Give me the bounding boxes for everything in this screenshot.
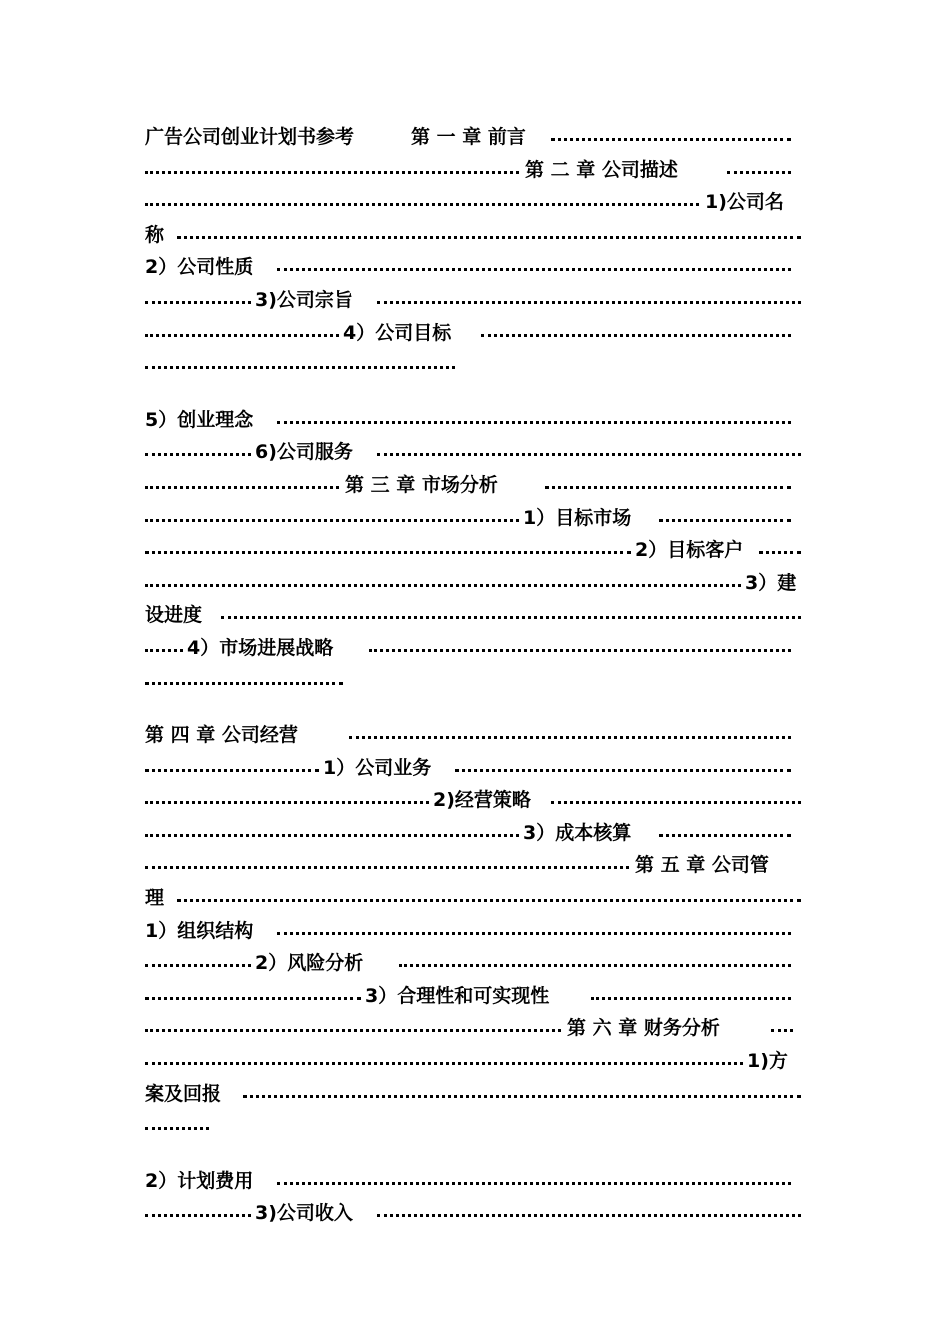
dot-leader [277, 932, 791, 935]
toc-entry-target-market: 1）目标市场 [523, 506, 632, 529]
toc-entry-construction-progress: 3）建 [745, 571, 797, 594]
dot-leader [145, 453, 251, 456]
dot-leader [145, 584, 741, 587]
toc-entry-chapter-5-cont: 理 [145, 887, 165, 910]
toc-entry-chapter-6: 第 六 章 财务分析 [567, 1017, 720, 1040]
dot-leader [545, 486, 791, 489]
toc-line [145, 1197, 803, 1230]
document-title: 广告公司创业计划书参考 [145, 126, 355, 148]
toc-entry-market-strategy: 4）市场进展战略 [187, 636, 334, 659]
dot-leader [145, 801, 429, 804]
toc-line [145, 154, 803, 187]
toc-line [145, 882, 803, 915]
toc-line [145, 567, 803, 600]
dot-leader [399, 964, 791, 967]
table-of-contents [145, 121, 803, 1230]
dot-leader [771, 1029, 793, 1032]
toc-entry-chapter-2: 第 二 章 公司描述 [525, 158, 678, 181]
toc-line [145, 915, 803, 948]
dot-leader [145, 334, 339, 337]
toc-line [145, 980, 803, 1013]
dot-leader [659, 519, 791, 522]
dot-leader [591, 997, 791, 1000]
toc-line [145, 849, 803, 882]
toc-line [145, 947, 803, 980]
dot-leader [145, 366, 455, 369]
toc-entry-construction-progress-cont: 设进度 [145, 604, 203, 627]
toc-line [145, 317, 803, 350]
toc-line [145, 349, 803, 382]
toc-line [145, 817, 803, 850]
dot-leader [177, 236, 801, 239]
dot-leader [145, 866, 629, 869]
toc-line [145, 469, 803, 502]
dot-leader [727, 171, 791, 174]
toc-line [145, 665, 803, 698]
dot-leader [659, 834, 791, 837]
dot-leader [145, 1029, 561, 1032]
toc-entry-plan-returns: 1)方 [747, 1050, 788, 1073]
dot-leader [145, 769, 319, 772]
toc-entry-company-goals: 4）公司目标 [343, 321, 452, 344]
toc-entry-company-name: 1)公司名 [705, 191, 784, 214]
toc-line [145, 1110, 803, 1143]
dot-leader [145, 519, 519, 522]
toc-entry-plan-returns-cont: 案及回报 [145, 1082, 222, 1105]
toc-entry-feasibility: 3）合理性和可实现性 [365, 984, 550, 1007]
toc-line [145, 121, 803, 154]
dot-leader [177, 899, 801, 902]
toc-line [145, 436, 803, 469]
toc-entry-business-philosophy: 5）创业理念 [145, 408, 254, 431]
toc-entry-chapter-1: 第 一 章 前言 [411, 126, 526, 148]
toc-line [145, 534, 803, 567]
toc-entry-company-services: 6)公司服务 [255, 441, 353, 464]
toc-entry-chapter-3: 第 三 章 市场分析 [345, 473, 498, 496]
dot-leader [349, 736, 791, 739]
toc-entry-company-income: 3)公司收入 [255, 1202, 353, 1225]
toc-entry-business-strategy: 2)经营策略 [433, 789, 531, 812]
dot-leader [145, 997, 361, 1000]
toc-line [145, 1045, 803, 1078]
dot-leader [145, 682, 343, 685]
dot-leader [277, 1182, 791, 1185]
dot-leader [145, 171, 519, 174]
toc-entry-company-name-cont: 称 [145, 223, 165, 246]
toc-entry-org-structure: 1）组织结构 [145, 919, 254, 942]
toc-entry-target-customers: 2）目标客户 [635, 539, 744, 562]
toc-line [145, 784, 803, 817]
dot-leader [221, 616, 801, 619]
dot-leader [277, 268, 791, 271]
dot-leader [377, 301, 801, 304]
dot-leader [145, 1127, 209, 1130]
toc-entry-chapter-4: 第 四 章 公司经营 [145, 724, 298, 747]
dot-leader [145, 301, 251, 304]
toc-line [145, 752, 803, 785]
toc-entry-cost-accounting: 3）成本核算 [523, 821, 632, 844]
dot-leader [551, 138, 791, 141]
toc-line [145, 404, 803, 437]
toc-line [145, 186, 803, 219]
dot-leader [145, 834, 519, 837]
dot-leader [145, 551, 631, 554]
dot-leader [145, 1214, 251, 1217]
toc-line [145, 219, 803, 252]
toc-line [145, 599, 803, 632]
toc-line [145, 719, 803, 752]
toc-line [145, 1078, 803, 1111]
toc-entry-company-mission: 3)公司宗旨 [255, 288, 353, 311]
toc-entry-risk-analysis: 2）风险分析 [255, 952, 364, 975]
dot-leader [145, 1062, 743, 1065]
toc-line [145, 502, 803, 535]
toc-line [145, 284, 803, 317]
toc-line [145, 1165, 803, 1198]
dot-leader [377, 1214, 801, 1217]
dot-leader [377, 453, 801, 456]
toc-entry-planned-costs: 2）计划费用 [145, 1169, 254, 1192]
toc-line [145, 632, 803, 665]
dot-leader [145, 649, 183, 652]
dot-leader [551, 801, 801, 804]
dot-leader [243, 1095, 801, 1098]
dot-leader [759, 551, 801, 554]
toc-entry-company-business: 1）公司业务 [323, 756, 432, 779]
toc-line [145, 1012, 803, 1045]
toc-entry-chapter-5: 第 五 章 公司管 [635, 854, 769, 877]
dot-leader [145, 964, 251, 967]
dot-leader [277, 421, 791, 424]
dot-leader [145, 203, 699, 206]
dot-leader [481, 334, 791, 337]
dot-leader [369, 649, 791, 652]
toc-line [145, 251, 803, 284]
dot-leader [455, 769, 791, 772]
dot-leader [145, 486, 339, 489]
toc-entry-company-nature: 2）公司性质 [145, 256, 254, 279]
